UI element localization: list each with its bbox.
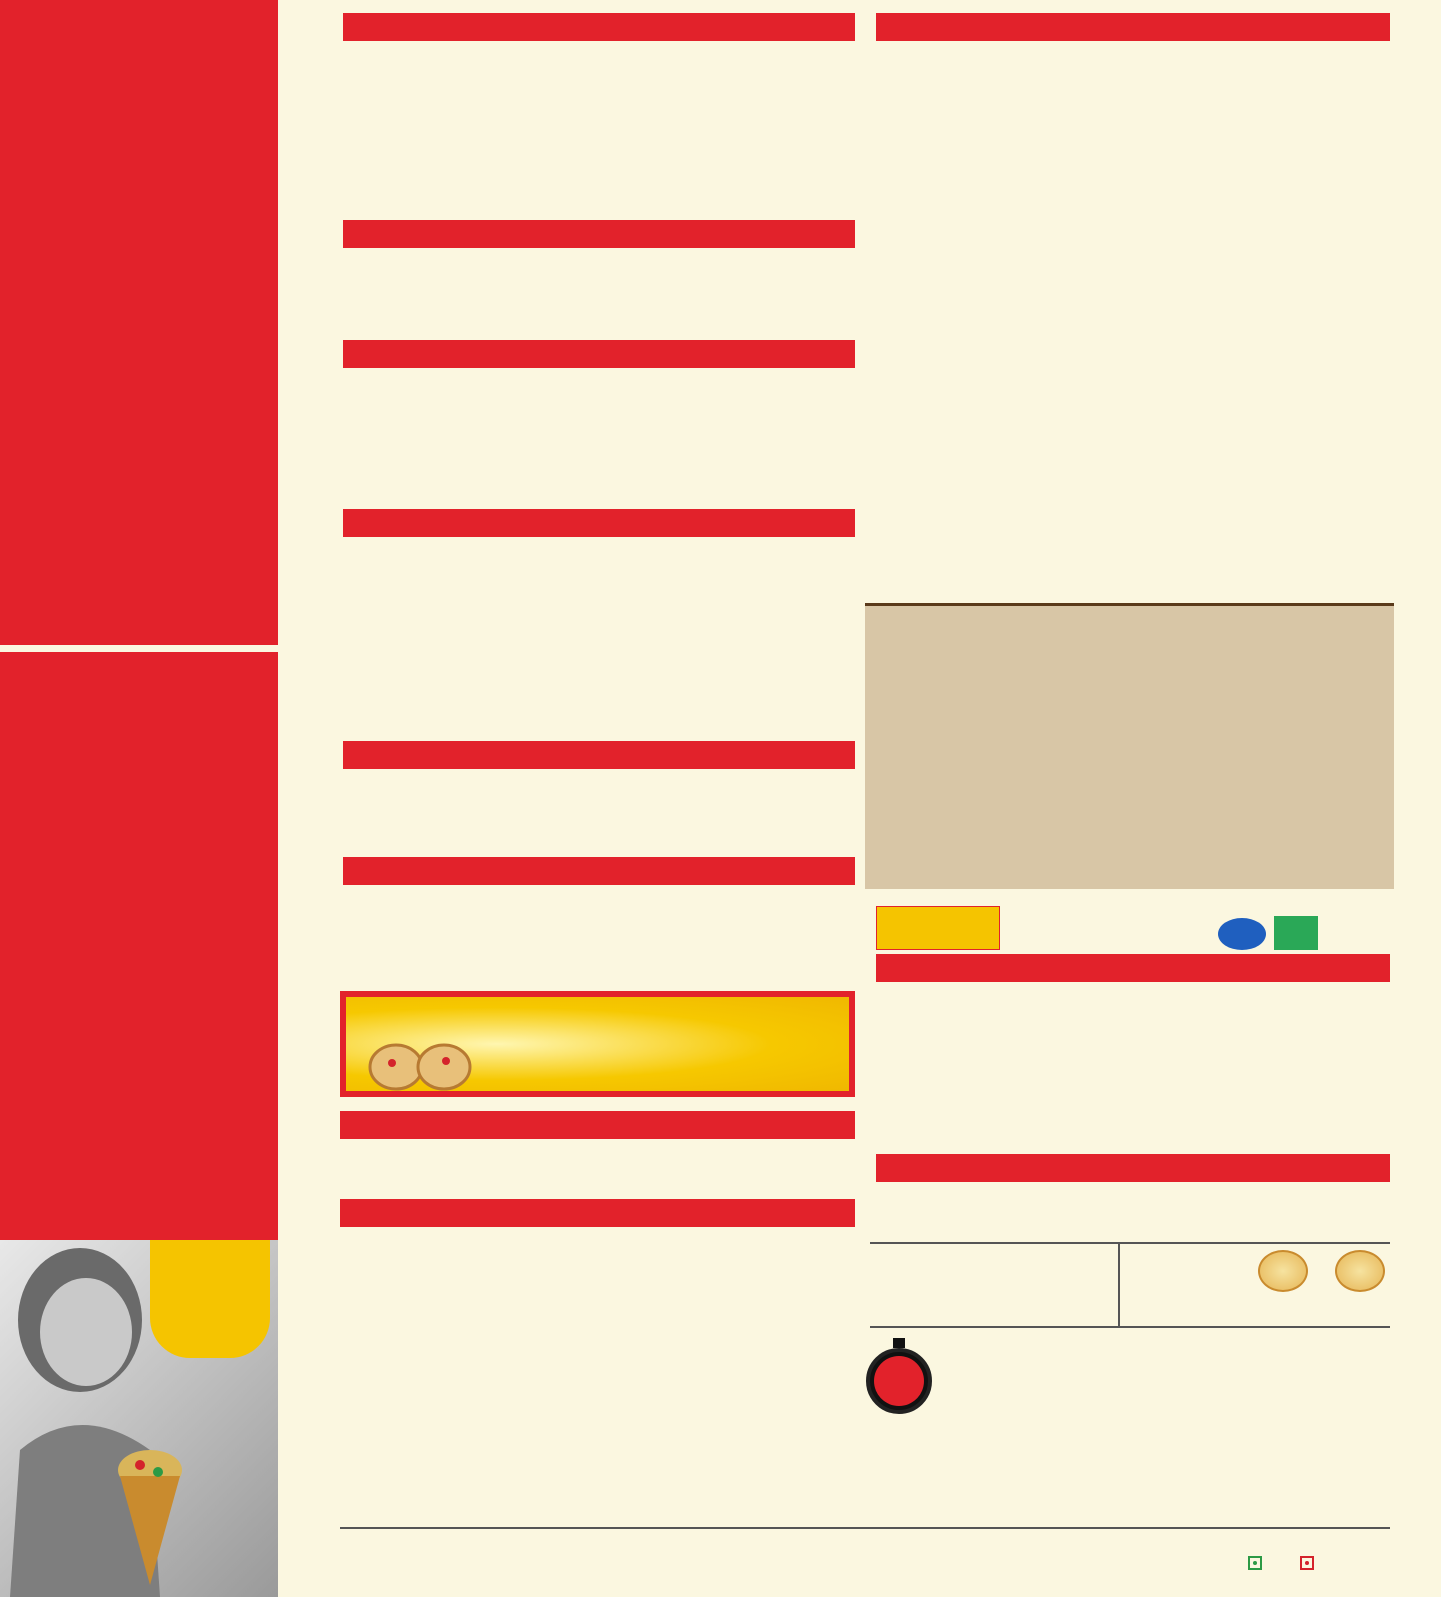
sauces-crusts-top-line	[870, 1242, 1390, 1244]
sprite-logo	[1274, 916, 1318, 950]
conizzas-header	[343, 340, 855, 368]
garlic-toppings-header	[876, 1154, 1390, 1182]
calzones-header	[343, 857, 855, 885]
side-panel-middle	[0, 652, 278, 1240]
create-header	[343, 509, 855, 537]
legend-veg-mark	[1248, 1556, 1262, 1570]
hand-stretched-crust	[1258, 1250, 1308, 1292]
legend-nonveg-mark	[1300, 1556, 1314, 1570]
appetizers-header	[343, 13, 855, 41]
rollies-inner	[346, 997, 849, 1091]
stopwatch-top	[893, 1338, 905, 1348]
fanta-logo	[1218, 918, 1266, 950]
desserts-header	[340, 1111, 855, 1139]
conizza-promo-badge	[150, 1240, 270, 1358]
toppings-header	[876, 954, 1390, 982]
pastas-header	[343, 741, 855, 769]
stopwatch-face	[874, 1356, 924, 1406]
side-divider	[0, 645, 278, 652]
sauces-crusts-divider	[1118, 1244, 1120, 1326]
sauces-crusts-bottom-line	[870, 1326, 1390, 1328]
footer-line	[340, 1527, 1390, 1529]
rollies-image	[366, 1037, 476, 1091]
salads-header	[343, 220, 855, 248]
beverages-label-box	[876, 906, 1000, 950]
indian-header	[340, 1199, 855, 1227]
side-panel-top	[0, 0, 278, 645]
classic-header	[876, 13, 1390, 41]
flavours-panel	[865, 603, 1394, 889]
soft-pan-crust	[1335, 1250, 1385, 1292]
rollies-banner	[340, 991, 855, 1097]
